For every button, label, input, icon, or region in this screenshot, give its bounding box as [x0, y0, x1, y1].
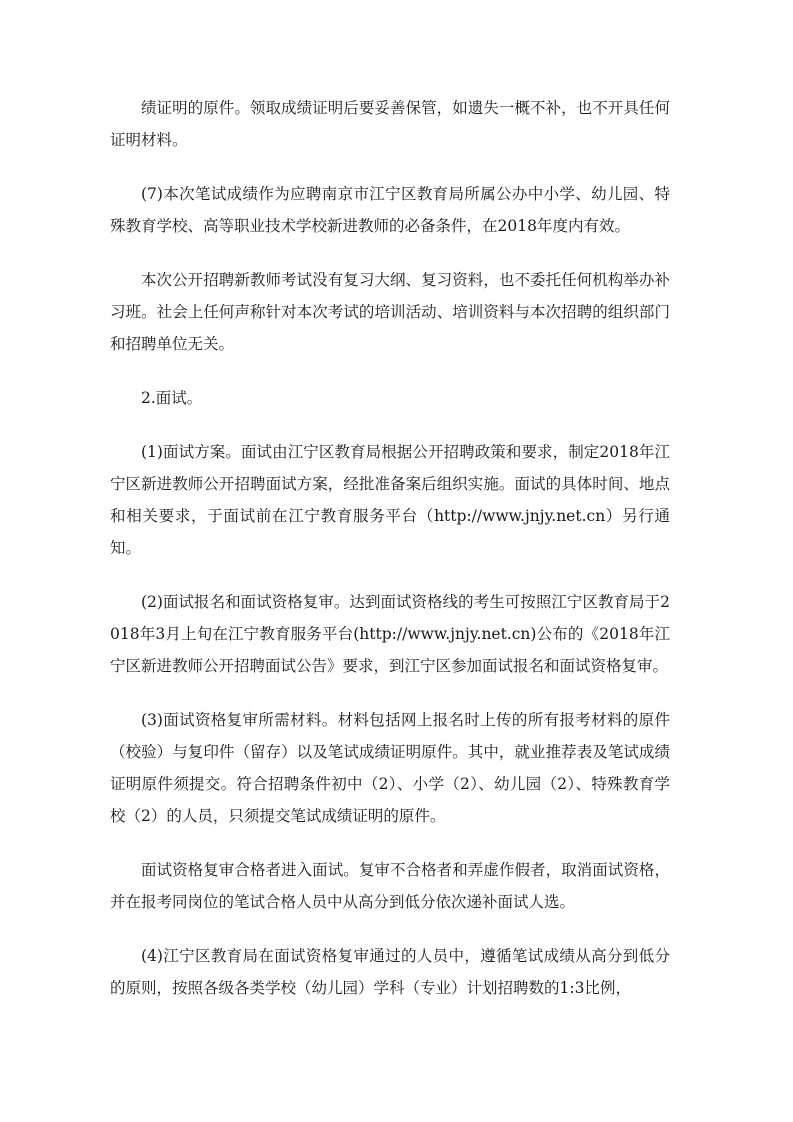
document-body [110, 92, 670, 1026]
section-heading-interview: 2.面试。 [141, 389, 203, 407]
paragraph-item-4-selection: (4)江宁区教育局在面试资格复审通过的人员中，遵循笔试成绩从高分到低分的原则，按照各级各类学校（幼儿园）学科（专业）计划招聘数的1:3比例， [110, 947, 670, 997]
paragraph-item-7-validity: (7)本次笔试成绩作为应聘南京市江宁区教育局所属公办中小学、幼儿园、特殊教育学校、高等职业技术学校新进教师的必备条件，在2018年度内有效。 [110, 185, 670, 235]
paragraph-no-review-materials: 本次公开招聘新教师考试没有复习大纲、复习资料，也不委托任何机构举办补习班。社会上任何声称针对本次考试的培训活动、培训资料与本次招聘的组织部门和招聘单位无关。 [110, 271, 670, 353]
paragraph-review-result: 面试资格复审合格者进入面试。复审不合格者和弄虚作假者，取消面试资格，并在报考同岗位的笔试合格人员中从高分到低分依次递补面试人选。 [110, 861, 670, 911]
paragraph-item-1-interview-plan: (1)面试方案。面试由江宁区教育局根据公开招聘政策和要求，制定2018年江宁区新进教师公开招聘面试方案，经批准备案后组织实施。面试的具体时间、地点和相关要求，于面试前在江宁教育服务平台（http://www.jnjy.net.cn）另行通知。 [110, 443, 670, 557]
paragraph-item-3-required-materials: (3)面试资格复审所需材料。材料包括网上报名时上传的所有报考材料的原件（校验）与复印件（留存）以及笔试成绩证明原件。其中，就业推荐表及笔试成绩证明原件须提交。符合招聘条件初中（2）、小学（2）、幼儿园（2）、特殊教育学校（2）的人员，只须提交笔试成绩证明的原件。 [110, 711, 670, 825]
paragraph-item-2-interview-registration: (2)面试报名和面试资格复审。达到面试资格线的考生可按照江宁区教育局于2018年3月上旬在江宁教育服务平台(http://www.jnjy.net.cn)公布的《2018年江宁区新进教师公开招聘面试公告》要求，到江宁区参加面试报名和面试资格复审。 [110, 593, 670, 675]
paragraph-score-certificate: 绩证明的原件。领取成绩证明后要妥善保管，如遗失一概不补，也不开具任何证明材料。 [110, 99, 670, 149]
